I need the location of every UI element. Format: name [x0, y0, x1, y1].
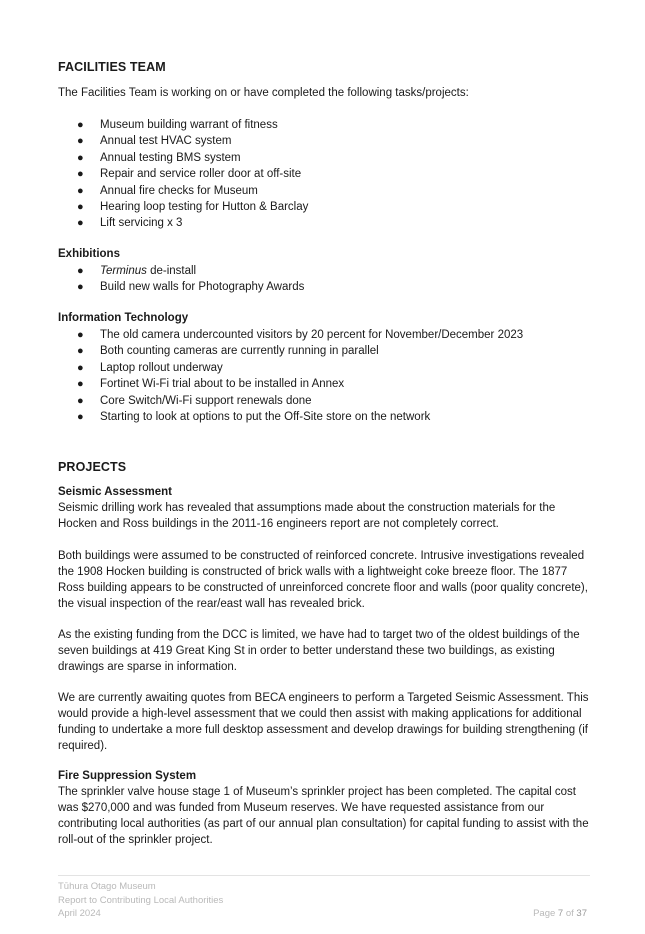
- list-item: ● The old camera undercounted visitors by 20 percent for November/December 2023: [58, 327, 593, 343]
- page-footer: [58, 875, 590, 921]
- list-item: ● Annual fire checks for Museum: [58, 183, 593, 199]
- facilities-list: [58, 117, 593, 232]
- bullet-icon: ●: [77, 345, 84, 358]
- list-item: ● Build new walls for Photography Awards: [58, 279, 593, 295]
- exhibitions-list: [58, 263, 593, 296]
- seismic-paragraph-2: Both buildings were assumed to be constructed of reinforced concrete. Intrusive investigations revealed the 1908 Hocken building is constructed of brick walls with a lightweight coke breeze floor. The 1877 Ross building appears to be constructed of unreinforced concrete floor and walls (poor quality concrete), the visual inspection of the rear/east wall has revealed brick.: [58, 550, 588, 610]
- list-item: ● Museum building warrant of fitness: [58, 117, 593, 133]
- bullet-icon: ●: [77, 411, 84, 424]
- facilities-intro: The Facilities Team is working on or have completed the following tasks/projects:: [58, 87, 469, 99]
- fire-paragraph-1: The sprinkler valve house stage 1 of Museum’s sprinkler project has been completed. The capital cost was $270,000 and was funded from Museum reserves. We have requested assistance from our contributing local authorities (as part of our annual plan consultation) for capital funding to assist with the roll-out of the sprinkler project.: [58, 786, 589, 846]
- seismic-paragraph-4: We are currently awaiting quotes from BECA engineers to perform a Targeted Seismic Assessment. This would provide a high-level assessment that we could then assist with making applications for additional funding to undertake a more full desktop assessment and develop drawings for building strengthening (if required).: [58, 692, 589, 752]
- it-heading: Information Technology: [58, 312, 189, 324]
- bullet-icon: ●: [77, 394, 84, 407]
- list-item: ● Fortinet Wi-Fi trial about to be installed in Annex: [58, 376, 593, 392]
- bullet-icon: ●: [77, 135, 84, 148]
- page-number: Page 7 of 37: [533, 908, 587, 919]
- list-item: ● Repair and service roller door at off-site: [58, 166, 593, 182]
- exhibition-title: Terminus: [100, 265, 147, 277]
- bullet-icon: ●: [77, 378, 84, 391]
- footer-report-title: Report to Contributing Local Authorities: [58, 894, 224, 906]
- list-item: ● Laptop rollout underway: [58, 360, 593, 376]
- bullet-icon: ●: [77, 201, 84, 214]
- fire-heading: Fire Suppression System: [58, 770, 197, 782]
- exhibitions-heading: Exhibitions: [58, 248, 120, 260]
- bullet-icon: ●: [77, 151, 84, 164]
- bullet-icon: ●: [77, 119, 84, 131]
- bullet-icon: ●: [77, 329, 84, 341]
- seismic-paragraph-1: Seismic drilling work has revealed that assumptions made about the construction materials for the Hocken and Ross buildings in the 2011-16 engineers report are not completely correct.: [58, 502, 556, 530]
- list-item: ● Annual testing BMS system: [58, 150, 593, 166]
- list-item: ● Annual test HVAC system: [58, 133, 593, 149]
- bullet-icon: ●: [77, 265, 84, 277]
- list-item: ● Hearing loop testing for Hutton & Barclay: [58, 199, 593, 215]
- list-item: ● Both counting cameras are currently running in parallel: [58, 343, 593, 359]
- bullet-icon: ●: [77, 217, 84, 230]
- seismic-paragraph-3: As the existing funding from the DCC is limited, we have had to target two of the oldest buildings of the seven buildings at 419 Great King St in order to better understand these two buildings, as existing drawings are sparse in information.: [58, 629, 580, 673]
- bullet-icon: ●: [77, 281, 84, 294]
- footer-org: Tūhura Otago Museum: [58, 881, 156, 892]
- facilities-heading: FACILITIES TEAM: [58, 60, 166, 74]
- list-item: ● Core Switch/Wi-Fi support renewals done: [58, 393, 593, 409]
- seismic-heading: Seismic Assessment: [58, 486, 173, 498]
- list-item: ● Terminus de-install: [58, 263, 593, 279]
- bullet-icon: ●: [77, 184, 84, 197]
- bullet-icon: ●: [77, 361, 84, 374]
- bullet-icon: ●: [77, 168, 84, 181]
- footer-date: April 2024: [58, 908, 101, 919]
- list-item: ● Lift servicing x 3: [58, 215, 593, 231]
- projects-heading: PROJECTS: [58, 460, 127, 474]
- it-list: [58, 327, 593, 425]
- list-item: ● Starting to look at options to put the Off-Site store on the network: [58, 409, 593, 425]
